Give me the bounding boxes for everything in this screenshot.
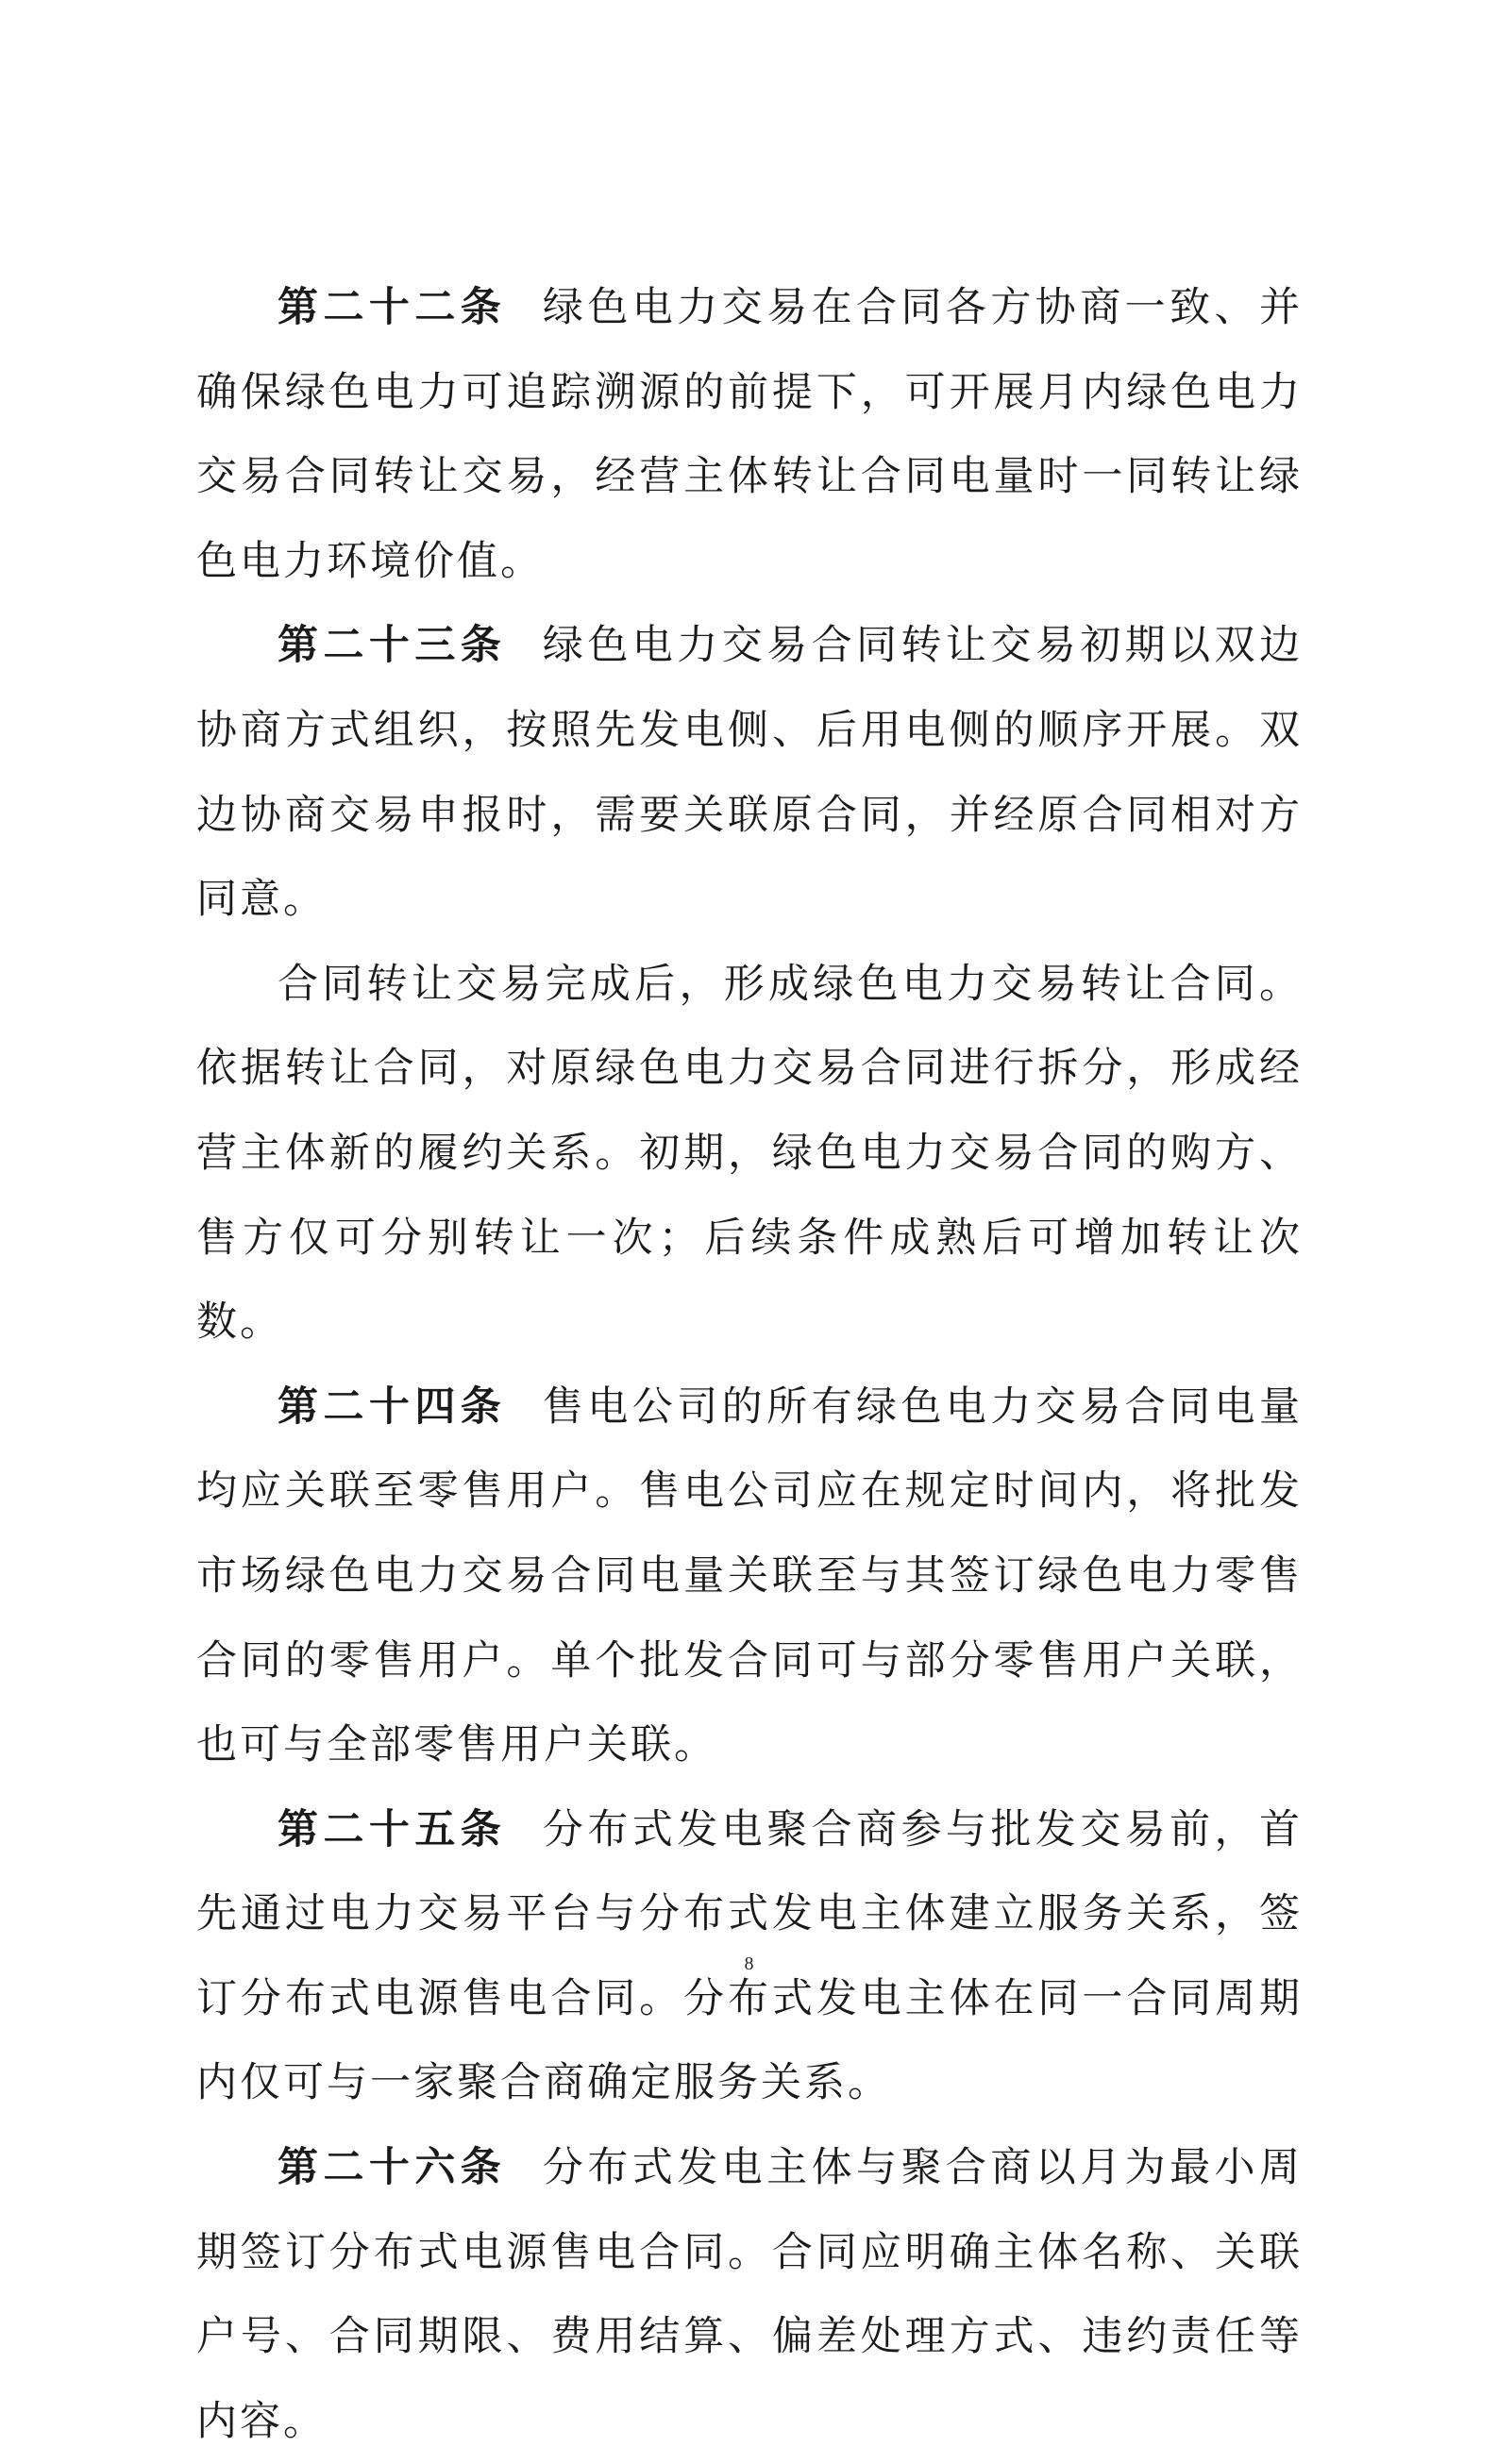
article-number: 第二十三条 <box>278 622 507 670</box>
paragraph-text: 绿色电力交易合同转让交易初期以双边协商方式组织，按照先发电侧、后用电侧的顺序开展。双边协商交易申报时，需要关联原合同，并经原合同相对方同意。 <box>196 622 1304 924</box>
paragraph-text: 分布式发电聚合商参与批发交易前，首先通过电力交易平台与分布式发电主体建立服务关系，签订分布式电源售电合同。分布式发电主体在同一合同周期内仅可与一家聚合商确定服务关系。 <box>196 1805 1304 2107</box>
paragraph-article-23 <box>196 604 1303 942</box>
article-number: 第二十五条 <box>278 1805 507 1853</box>
paragraph-article-24 <box>196 1366 1303 1788</box>
paragraph-text: 分布式发电主体与聚合商以月为最小周期签订分布式电源售电合同。合同应明确主体名称、关联户号、合同期限、费用结算、偏差处理方式、违约责任等内容。 <box>196 2144 1304 2445</box>
paragraph-article-26 <box>196 2126 1303 2464</box>
paragraph-article-22 <box>196 266 1303 604</box>
paragraph-text: 售电公司的所有绿色电力交易合同电量均应关联至零售用户。售电公司应在规定时间内，将批发市场绿色电力交易合同电量关联至与其签订绿色电力零售合同的零售用户。单个批发合同可与部分零售用户关联，也可与全部零售用户关联。 <box>196 1383 1304 1769</box>
page-number: 8 <box>744 1953 754 1974</box>
paragraph-text: 合同转让交易完成后，形成绿色电力交易转让合同。依据转让合同，对原绿色电力交易合同进行拆分，形成经营主体新的履约关系。初期，绿色电力交易合同的购方、售方仅可分别转让一次；后续条件成熟后可增加转让次数。 <box>196 960 1303 1347</box>
article-number: 第二十四条 <box>278 1383 507 1431</box>
paragraph-text: 绿色电力交易在合同各方协商一致、并确保绿色电力可追踪溯源的前提下，可开展月内绿色电力交易合同转让交易，经营主体转让合同电量时一同转让绿色电力环境价值。 <box>196 284 1304 585</box>
article-number: 第二十二条 <box>278 284 507 331</box>
document-body <box>196 266 1303 2464</box>
paragraph-article-23-continued <box>196 943 1303 1366</box>
article-number: 第二十六条 <box>278 2144 507 2192</box>
